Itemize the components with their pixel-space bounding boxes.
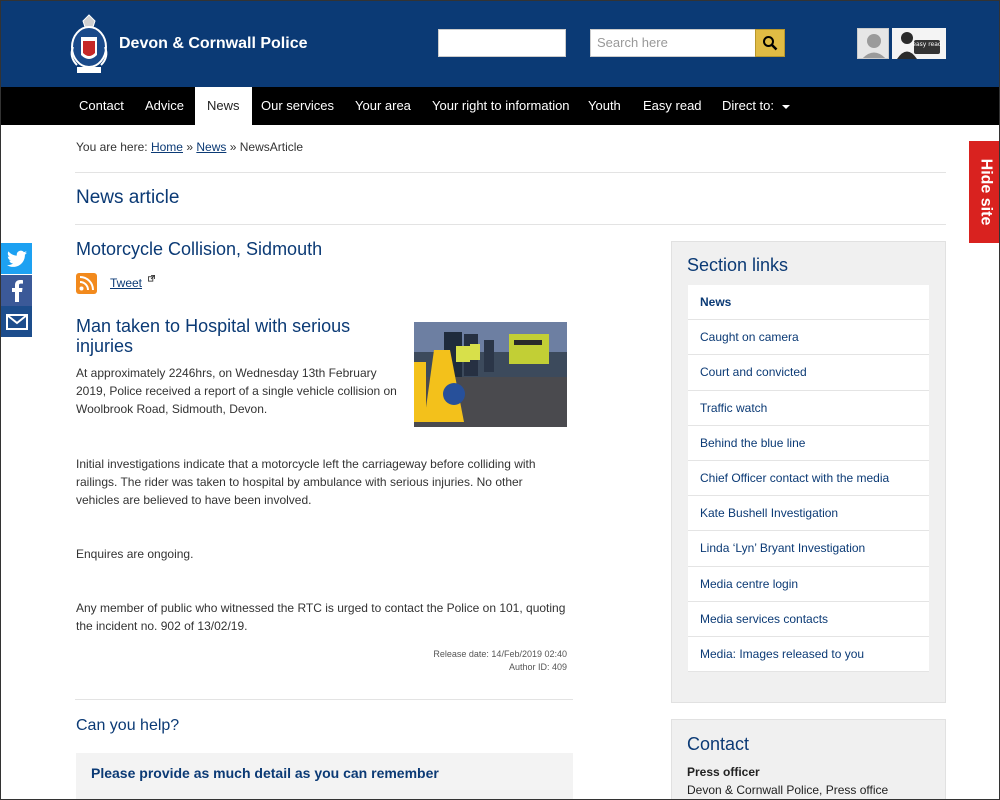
section-link-caught-on-camera[interactable]: Caught on camera: [688, 320, 929, 355]
divider: [75, 224, 946, 225]
easy-read-label: easy read: [912, 41, 942, 48]
article-paragraph: Any member of public who witnessed the RTC is urged to contact the Police on 101, quoting the incident no. 902 of 13/02/19.: [76, 601, 566, 633]
twitter-icon: [7, 250, 27, 268]
nav-direct-to[interactable]: [722, 87, 790, 125]
tweet-link[interactable]: Tweet: [110, 276, 143, 290]
easy-read-button[interactable]: [892, 28, 946, 59]
brand-name[interactable]: Devon & Cornwall Police: [119, 35, 308, 52]
section-link-traffic-watch[interactable]: Traffic watch: [688, 391, 929, 426]
search-button[interactable]: [755, 29, 785, 57]
rss-icon[interactable]: [76, 273, 97, 294]
search-icon: [762, 35, 778, 51]
section-link-media-services-contacts[interactable]: Media services contacts: [688, 602, 929, 637]
page-title: News article: [76, 187, 180, 208]
easy-read-icon: [892, 28, 946, 59]
nav-youth[interactable]: Youth: [588, 98, 621, 113]
nav-advice[interactable]: Advice: [145, 98, 185, 113]
article-headline: Man taken to Hospital with serious injuries: [76, 316, 351, 356]
nav-our-services[interactable]: Our services: [261, 98, 334, 113]
breadcrumb-separator: »: [229, 140, 237, 154]
rss-glyph: [76, 273, 97, 294]
account-avatar[interactable]: [857, 28, 889, 59]
section-link-media-images[interactable]: Media: Images released to you: [688, 637, 929, 672]
nav-direct-to-label: Direct to:: [722, 98, 775, 113]
external-link-icon: [148, 275, 155, 282]
divider: [75, 699, 573, 700]
user-icon: [858, 29, 889, 59]
article-title: Motorcycle Collision, Sidmouth: [76, 239, 323, 259]
breadcrumb-current: NewsArticle: [239, 140, 304, 154]
article-paragraph: Initial investigations indicate that a motorcycle left the carriageway before colliding with railings. The rider was taken to hospital by ambulance with serious injuries. No other vehicles are believed to have been involved.: [76, 457, 536, 507]
blank-field[interactable]: [438, 29, 566, 57]
section-link-news[interactable]: News: [688, 285, 929, 320]
breadcrumb-home[interactable]: Home: [150, 140, 183, 154]
article-paragraph: At approximately 2246hrs, on Wednesday 13th February 2019, Police received a report of a single vehicle collision on Woolbrook Road, Sidmouth, Devon.: [76, 366, 397, 416]
email-icon: [6, 314, 28, 330]
release-date: Release date: 14/Feb/2019 02:40: [433, 649, 567, 659]
nav-contact[interactable]: Contact: [79, 98, 124, 113]
share-facebook[interactable]: [1, 275, 32, 306]
article-photo: [414, 322, 567, 427]
section-link-behind-the-blue-line[interactable]: Behind the blue line: [688, 426, 929, 461]
section-links-title: Section links: [687, 255, 789, 275]
help-detail-heading: Please provide as much detail as you can remember: [91, 765, 439, 781]
facebook-icon: [11, 280, 23, 302]
contact-title: Contact: [687, 734, 750, 754]
author-id: Author ID: 409: [508, 662, 567, 672]
photo-police-cordon: [414, 322, 567, 427]
help-title: Can you help?: [76, 717, 180, 734]
caret-down-icon: [782, 105, 790, 109]
section-link-court-and-convicted[interactable]: Court and convicted: [688, 355, 929, 390]
nav-right-to-information[interactable]: Your right to information: [432, 98, 570, 113]
section-link-linda-bryant[interactable]: Linda ‘Lyn’ Bryant Investigation: [688, 531, 929, 566]
police-crest-logo[interactable]: [67, 13, 111, 77]
share-email[interactable]: [1, 306, 32, 337]
contact-role: Press officer: [687, 765, 760, 779]
section-link-media-centre-login[interactable]: Media centre login: [688, 567, 929, 602]
nav-news[interactable]: News: [195, 87, 252, 125]
divider: [75, 172, 946, 173]
section-link-kate-bushell[interactable]: Kate Bushell Investigation: [688, 496, 929, 531]
section-link-chief-officer-media[interactable]: Chief Officer contact with the media: [688, 461, 929, 496]
article-paragraph: Enquires are ongoing.: [76, 547, 194, 561]
breadcrumb: [76, 140, 303, 154]
hide-site-label: Hide site: [977, 158, 994, 226]
site-header: [1, 1, 1000, 87]
nav-your-area[interactable]: Your area: [355, 98, 411, 113]
hide-site-button[interactable]: [969, 141, 1000, 243]
breadcrumb-news[interactable]: News: [196, 140, 227, 154]
section-links-list: [688, 285, 929, 672]
contact-name: Devon & Cornwall Police, Press office: [687, 783, 889, 797]
main-nav: [1, 87, 1000, 125]
breadcrumb-separator: »: [186, 140, 194, 154]
search-input[interactable]: Search here: [590, 29, 756, 57]
nav-easy-read[interactable]: Easy read: [643, 98, 702, 113]
breadcrumb-prefix: You are here:: [76, 140, 148, 154]
share-twitter[interactable]: [1, 243, 32, 274]
